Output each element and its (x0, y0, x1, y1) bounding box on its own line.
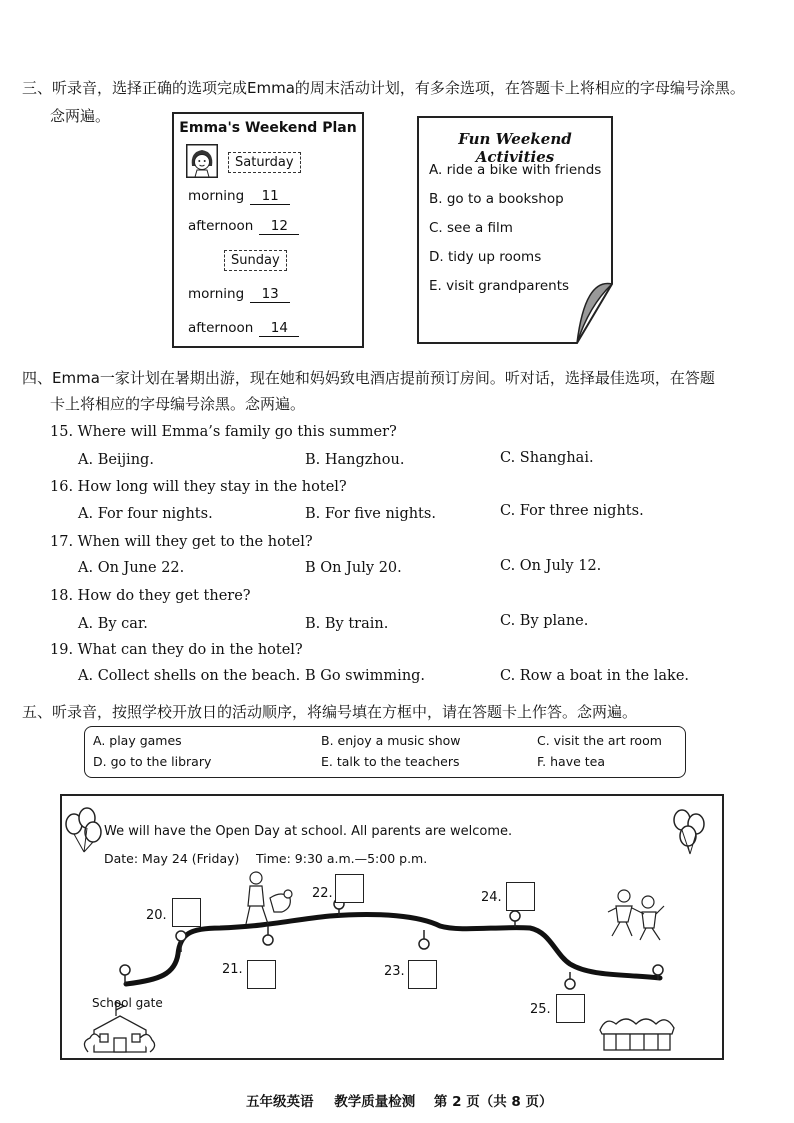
q19-option-c[interactable]: C. Row a boat in the lake. (500, 668, 690, 684)
q18-option-a[interactable]: A. By car. (78, 616, 148, 632)
footer-page: 第 2 页（共 8 页） (433, 1094, 553, 1110)
answer-blank-11[interactable]: 11 (250, 188, 290, 205)
footer-exam: 教学质量检测 (334, 1094, 416, 1110)
saturday-badge: Saturday (228, 152, 301, 173)
plan-title: Emma's Weekend Plan (179, 120, 357, 136)
plan-row-13: morning 13 (188, 286, 290, 303)
q15-option-c[interactable]: C. Shanghai. (500, 450, 594, 466)
question-17: 17. When will they get to the hotel? (50, 534, 313, 550)
q15-option-a[interactable]: A. Beijing. (78, 452, 154, 468)
question-18: 18. How do they get there? (50, 588, 251, 604)
q16-option-b[interactable]: B. For five nights. (305, 506, 436, 522)
box-20-label: 20. (146, 908, 167, 923)
section3-heading: 三、听录音，选择正确的选项完成Emma的周末活动计划，有多余选项，在答题卡上将相应的字母编号涂黑。 (22, 79, 745, 97)
open-day-option-b: B. enjoy a music show (321, 733, 461, 748)
activities-list (429, 156, 601, 301)
answer-box-21[interactable] (247, 960, 276, 989)
weekend-plan-card (172, 112, 364, 348)
open-day-date: Date: May 24 (Friday) (104, 851, 240, 866)
answer-box-25[interactable] (556, 994, 585, 1023)
q17-option-c[interactable]: C. On July 12. (500, 558, 602, 574)
box-23-label: 23. (384, 964, 405, 979)
section3-heading-line2: 念两遍。 (50, 107, 111, 125)
question-16: 16. How long will they stay in the hotel? (50, 479, 347, 495)
box-24-label: 24. (481, 890, 502, 905)
section4-heading-line2: 卡上将相应的字母编号涂黑。念两遍。 (50, 395, 306, 413)
answer-box-20[interactable] (172, 898, 201, 927)
section4-heading: 四、Emma一家计划在暑期出游，现在她和妈妈致电酒店提前预订房间。听对话，选择最佳选项，在答题 (22, 369, 715, 387)
activity-option-b: B. go to a bookshop (429, 191, 564, 207)
sunday-badge: Sunday (224, 250, 287, 271)
box-25-label: 25. (530, 1002, 551, 1017)
activities-title: Fun Weekend Activities (458, 130, 572, 166)
question-15: 15. Where will Emma’s family go this summer? (50, 424, 397, 440)
answer-box-23[interactable] (408, 960, 437, 989)
open-day-time: Time: 9:30 a.m.—5:00 p.m. (256, 851, 428, 866)
playing-kids-illustration (608, 890, 664, 940)
activity-option-a: A. ride a bike with friends (429, 162, 602, 178)
answer-blank-13[interactable]: 13 (250, 286, 290, 303)
activity-option-d: D. tidy up rooms (429, 249, 542, 265)
activity-option-e: E. visit grandparents (429, 278, 570, 294)
box-21-label: 21. (222, 962, 243, 977)
q16-option-c[interactable]: C. For three nights. (500, 503, 644, 519)
activity-option-c: C. see a film (429, 220, 513, 236)
footer (246, 1090, 553, 1110)
kids-with-dog-illustration (246, 872, 292, 924)
open-day-option-e: E. talk to the teachers (321, 754, 460, 769)
plan-row-12: afternoon 12 (188, 218, 299, 235)
q17-option-b[interactable]: B On July 20. (305, 560, 402, 576)
question-19: 19. What can they do in the hotel? (50, 642, 303, 658)
activity-options-box (84, 726, 686, 778)
section5-heading: 五、听录音，按照学校开放日的活动顺序，将编号填在方框中，请在答题卡上作答。念两遍。 (22, 703, 638, 721)
q16-option-a[interactable]: A. For four nights. (78, 506, 213, 522)
plan-row-11: morning 11 (188, 188, 290, 205)
q15-option-b[interactable]: B. Hangzhou. (305, 452, 405, 468)
answer-box-22[interactable] (335, 874, 364, 903)
box-22-label: 22. (312, 886, 333, 901)
open-day-option-d: D. go to the library (93, 754, 212, 769)
footer-subject: 五年级英语 (246, 1094, 314, 1110)
q19-option-a[interactable]: A. Collect shells on the beach. (78, 668, 301, 684)
q17-option-a[interactable]: A. On June 22. (78, 560, 185, 576)
open-day-option-a: A. play games (93, 733, 182, 748)
open-day-notice: We will have the Open Day at school. All parents are welcome. (104, 824, 513, 839)
activities-card (417, 116, 613, 344)
open-day-option-f: F. have tea (537, 754, 606, 769)
q18-option-c[interactable]: C. By plane. (500, 613, 589, 629)
school-gate-label: School gate (92, 996, 163, 1010)
girl-avatar-icon (186, 144, 218, 178)
tea-house-illustration (600, 1019, 674, 1050)
q19-option-b[interactable]: B Go swimming. (305, 668, 426, 684)
answer-blank-12[interactable]: 12 (259, 218, 299, 235)
balloons-left-icon (66, 808, 101, 852)
balloons-right-icon (674, 810, 704, 854)
answer-blank-14[interactable]: 14 (259, 320, 299, 337)
open-day-option-c: C. visit the art room (537, 733, 662, 748)
plan-row-14: afternoon 14 (188, 320, 299, 337)
answer-box-24[interactable] (506, 882, 535, 911)
q18-option-b[interactable]: B. By train. (305, 616, 389, 632)
